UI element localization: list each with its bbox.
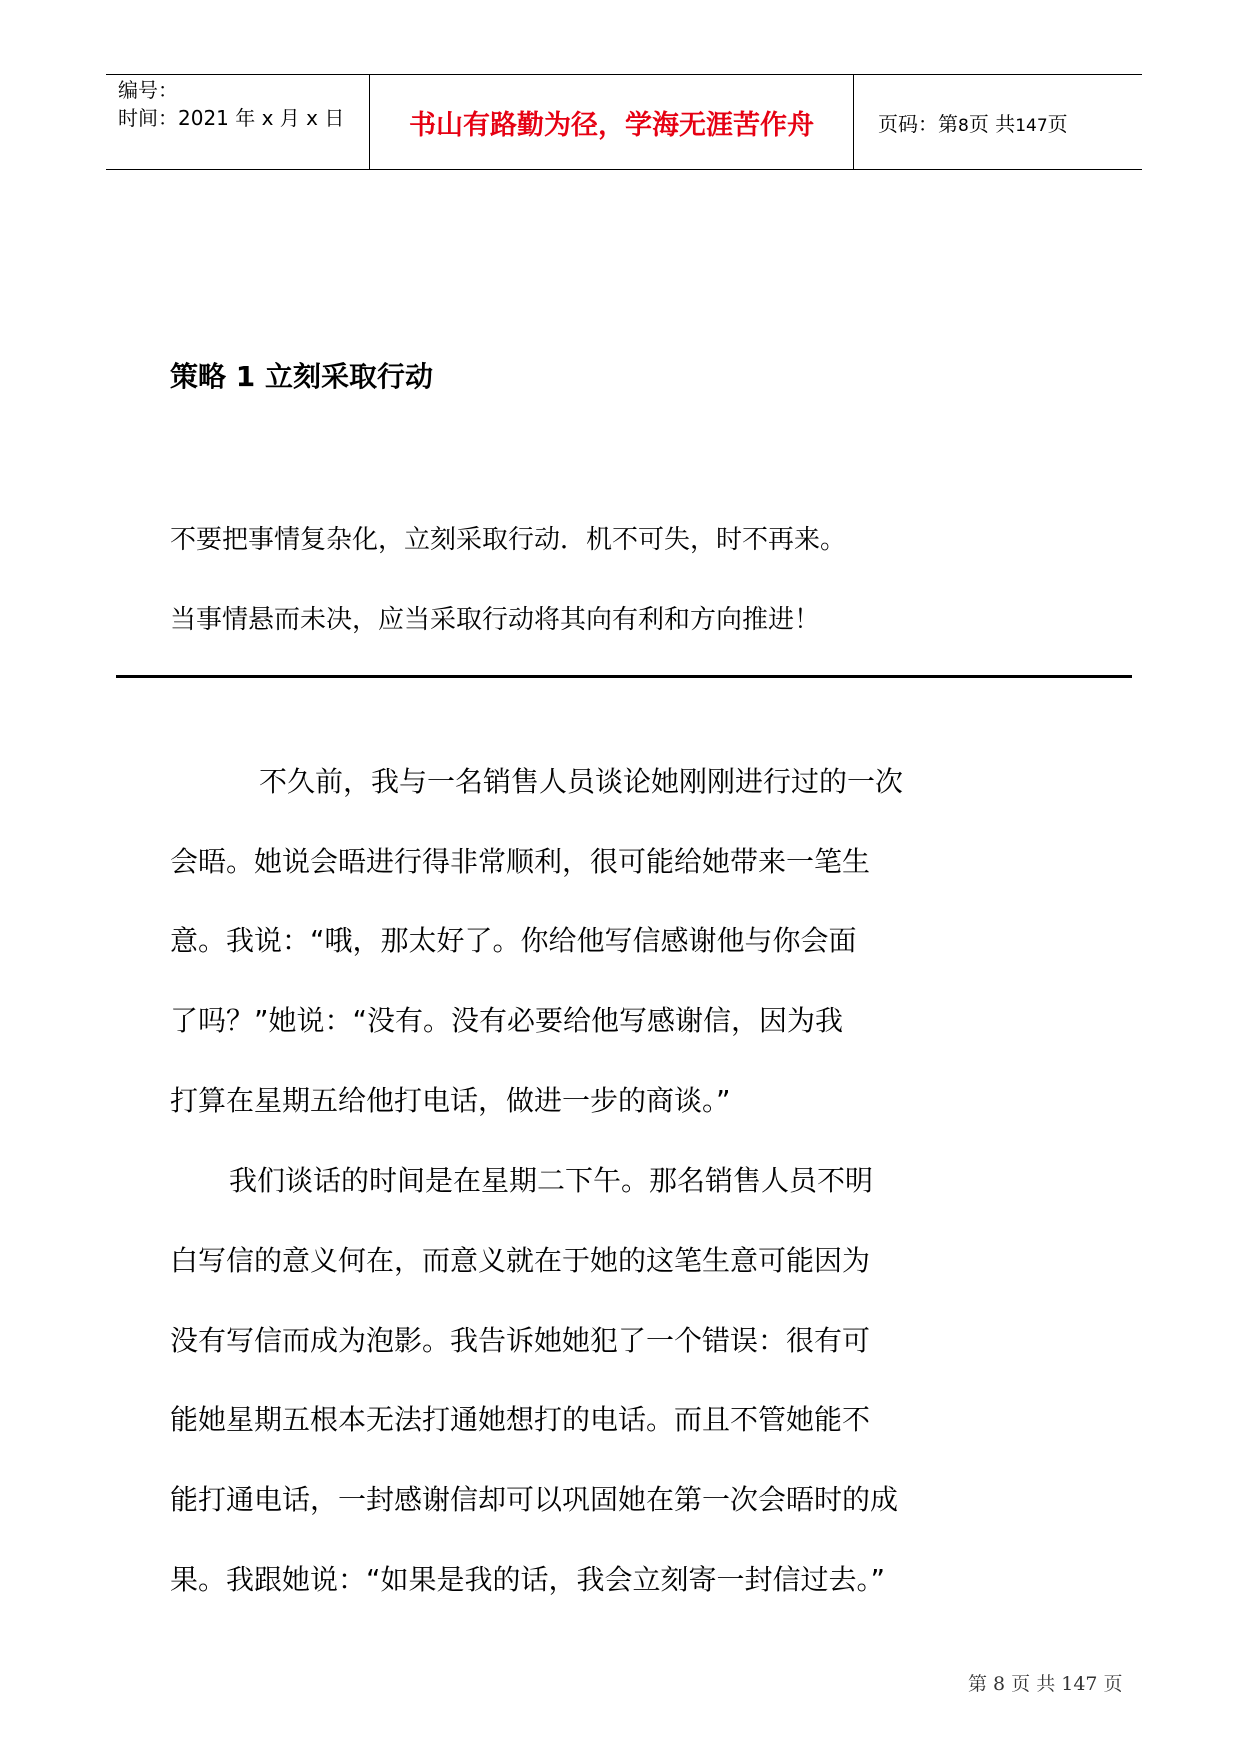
header-page-info	[854, 75, 1142, 169]
body-line: 打算在星期五给他打电话，做进一步的商谈。”	[170, 1084, 731, 1117]
body-line: 我们谈话的时间是在星期二下午。那名销售人员不明	[229, 1164, 874, 1197]
document-code-label: 编号：	[118, 78, 178, 102]
body-line: 没有写信而成为泡影。我告诉她她犯了一个错误：很有可	[170, 1324, 871, 1357]
body-line: 不久前，我与一名销售人员谈论她刚刚进行过的一次	[259, 765, 904, 798]
page-footer: 第 8 页 共 147 页	[968, 1673, 1123, 1695]
body-line: 能她星期五根本无法打通她想打的电话。而且不管她能不	[170, 1403, 871, 1436]
page-number: 8	[958, 115, 969, 136]
page-info	[854, 108, 1068, 137]
summary-line: 不要把事情复杂化，立刻采取行动．机不可失，时不再来。	[170, 525, 847, 555]
body-line: 白写信的意义何在，而意义就在于她的这笔生意可能因为	[170, 1244, 871, 1277]
body-line: 意。我说：“哦，那太好了。你给他写信感谢他与你会面	[170, 924, 857, 957]
body-line: 了吗？”她说：“没有。没有必要给他写感谢信，因为我	[170, 1004, 844, 1037]
page-mid-label: 页 共	[968, 111, 1016, 136]
document-time-label: 时间：2021 年 x 月 x 日	[118, 106, 345, 130]
summary-line: 当事情悬而未决，应当采取行动将其向有利和方向推进！	[170, 605, 821, 635]
page-label: 页码：第	[878, 111, 958, 136]
section-divider	[116, 675, 1132, 678]
body-line: 能打通电话，一封感谢信却可以巩固她在第一次会晤时的成	[170, 1483, 899, 1516]
section-title: 策略 1 立刻采取行动	[170, 360, 433, 393]
total-pages: 147	[1015, 115, 1048, 136]
page-header	[106, 74, 1142, 170]
header-meta	[106, 75, 368, 169]
body-line: 果。我跟她说：“如果是我的话，我会立刻寄一封信过去。”	[170, 1563, 886, 1596]
page-end-label: 页	[1047, 111, 1068, 136]
body-line: 会晤。她说会晤进行得非常顺利，很可能给她带来一笔生	[170, 845, 871, 878]
header-motto: 书山有路勤为径，学海无涯苦作舟	[409, 109, 814, 141]
header-motto-cell	[369, 75, 854, 169]
